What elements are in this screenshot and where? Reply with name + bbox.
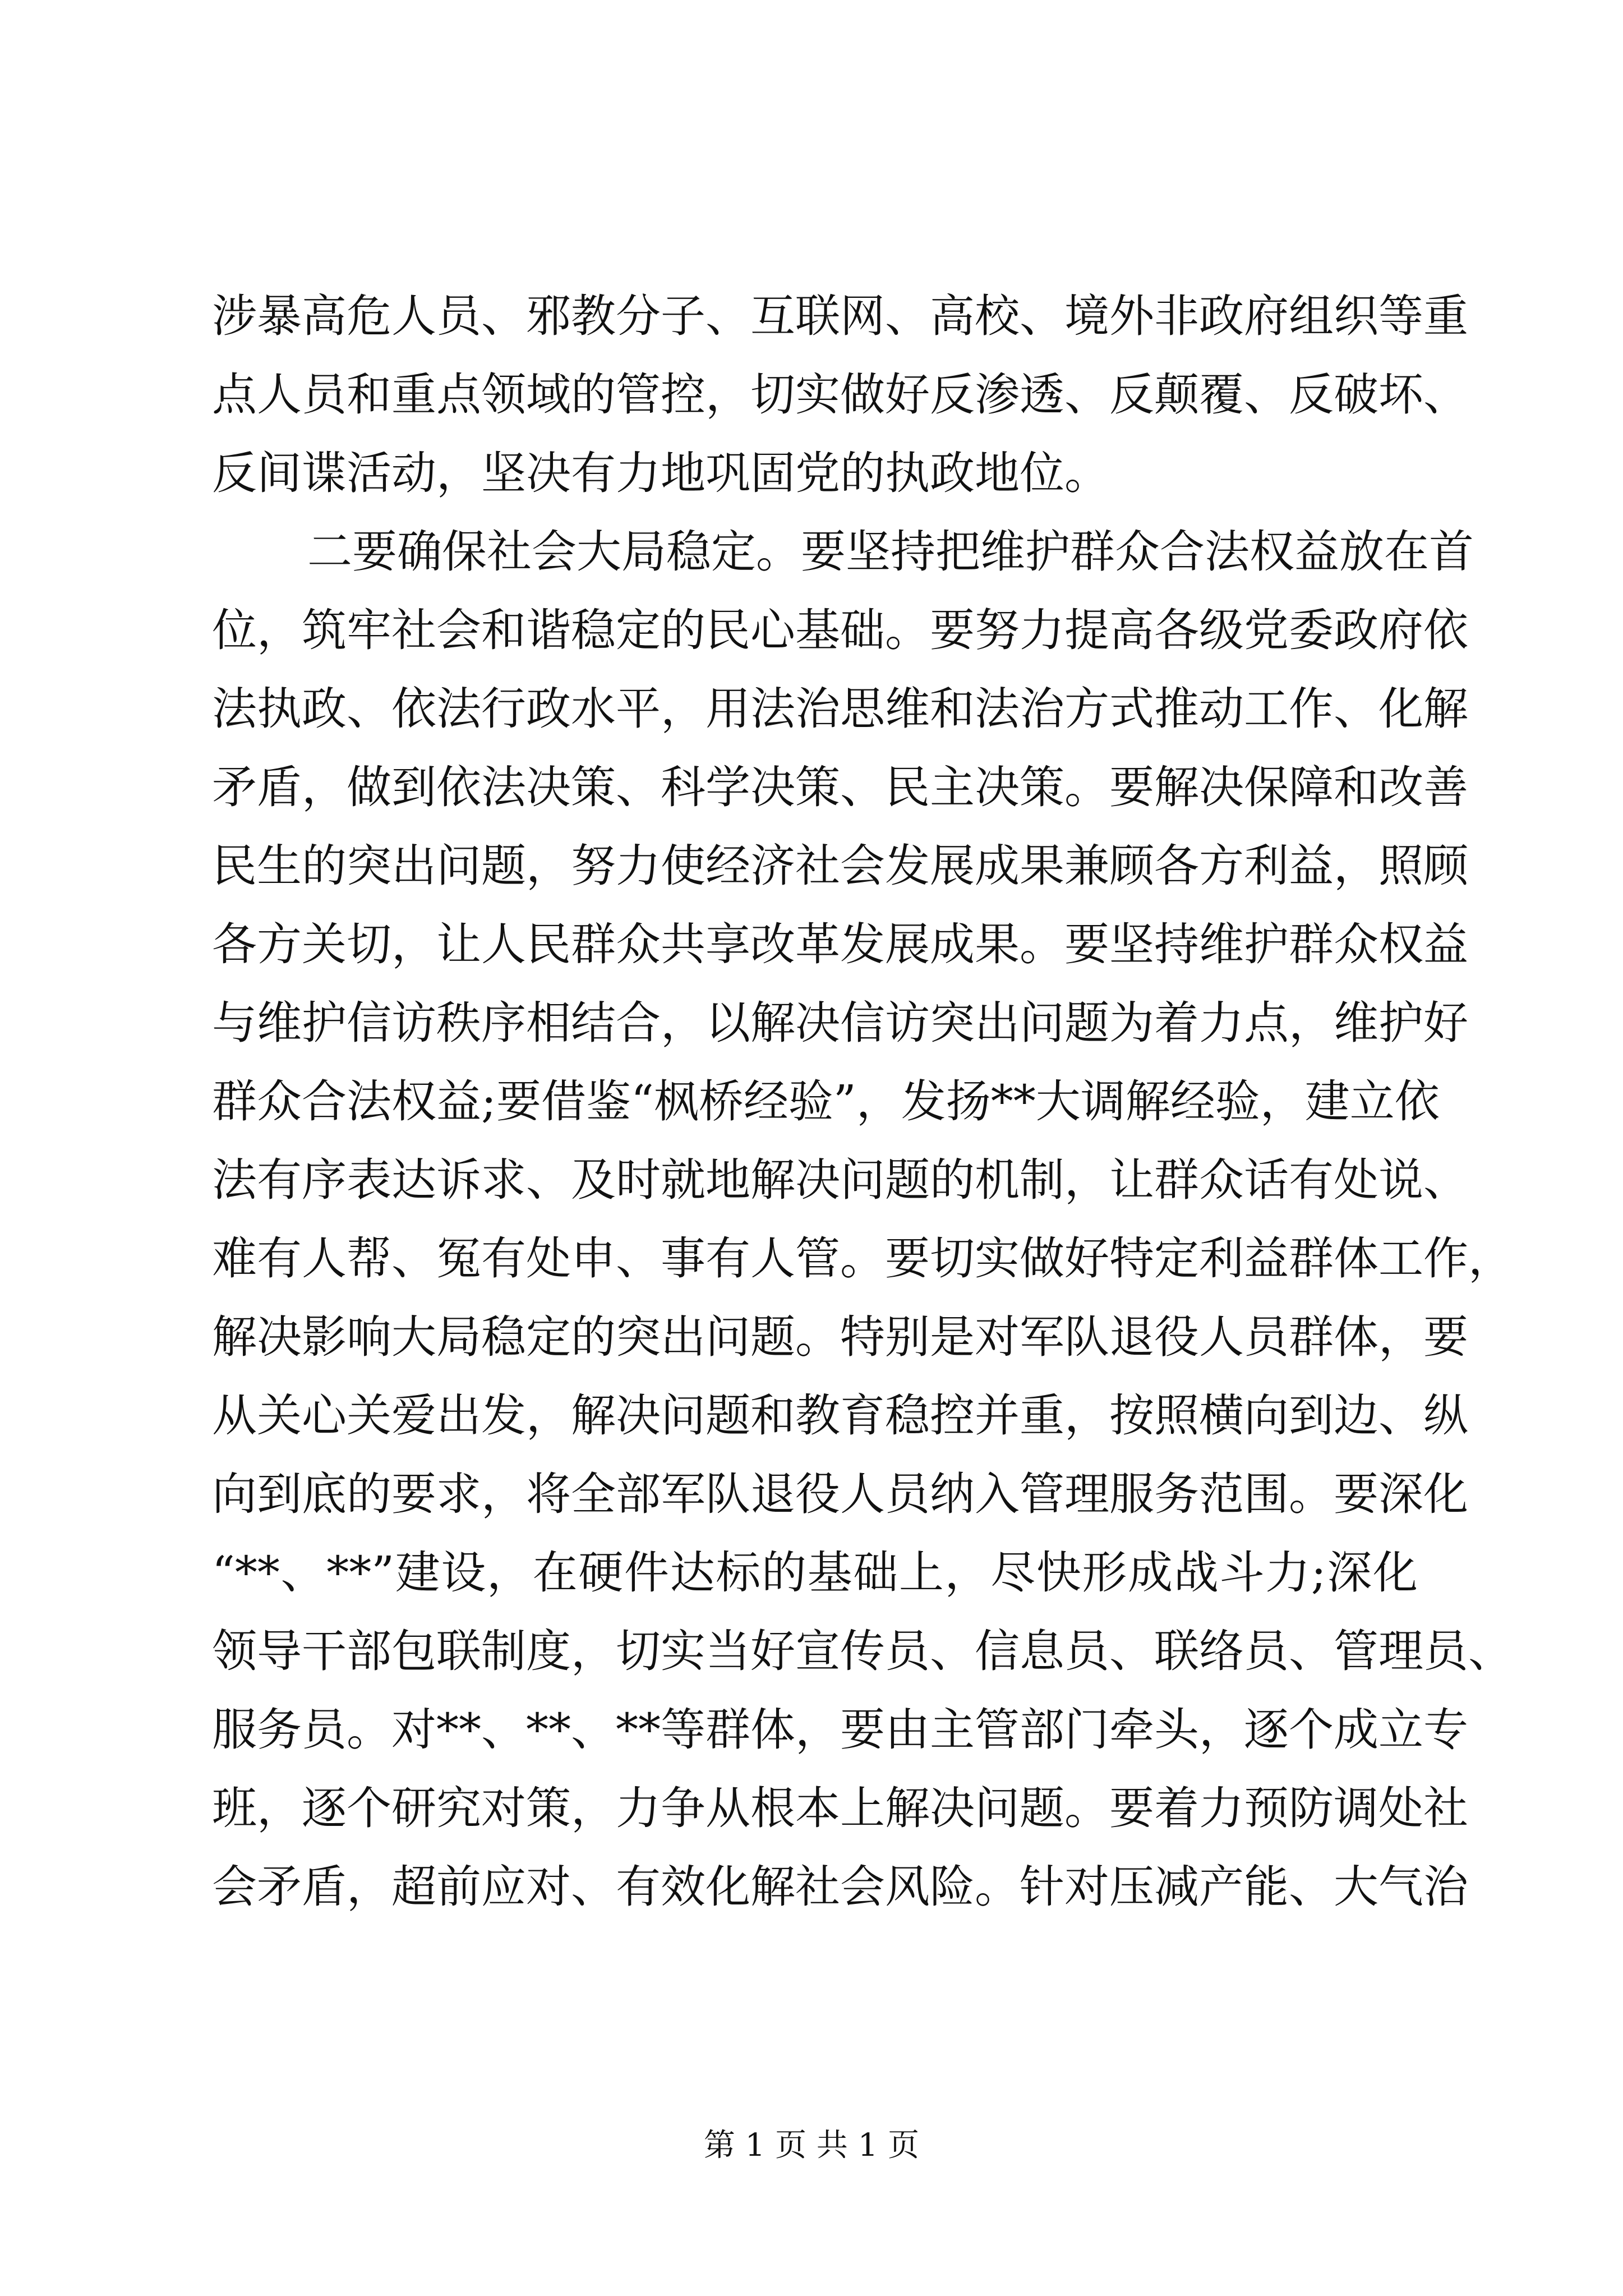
text-line: 各方关切，让人民群众共享改革发展成果。要坚持维护群众权益 (212, 918, 1468, 970)
text-line: 法执政、依法行政水平，用法治思维和法治方式推动工作、化解 (212, 683, 1468, 735)
text-line: 会矛盾，超前应对、有效化解社会风险。针对压减产能、大气治 (212, 1861, 1468, 1913)
text-line: 难有人帮、冤有处申、事有人管。要切实做好特定利益群体工作， (212, 1232, 1513, 1285)
text-line: 服务员。对**、**、**等群体，要由主管部门牵头，逐个成立专 (212, 1704, 1468, 1756)
text-line: “**、**”建设，在硬件达标的基础上，尽快形成战斗力;深化 (212, 1547, 1418, 1599)
page-number-footer: 第 1 页 共 1 页 (703, 2127, 920, 2164)
text-line: 法有序表达诉求、及时就地解决问题的机制，让群众话有处说、 (212, 1154, 1468, 1206)
text-line: 点人员和重点领域的管控，切实做好反渗透、反颠覆、反破坏、 (212, 369, 1468, 421)
text-line: 领导干部包联制度，切实当好宣传员、信息员、联络员、管理员、 (212, 1625, 1513, 1677)
text-line: 从关心关爱出发，解决问题和教育稳控并重，按照横向到边、纵 (212, 1389, 1468, 1442)
text-line: 解决影响大局稳定的突出问题。特别是对军队退役人员群体，要 (212, 1311, 1468, 1363)
text-line: 反间谍活动，坚决有力地巩固党的执政地位。 (212, 447, 1109, 499)
text-line: 群众合法权益;要借鉴“枫桥经验”，发扬**大调解经验，建立依 (212, 1075, 1440, 1128)
text-line: 与维护信访秩序相结合，以解决信访突出问题为着力点，维护好 (212, 997, 1468, 1049)
text-line: 涉暴高危人员、邪教分子、互联网、高校、境外非政府组织等重 (212, 290, 1468, 342)
text-line: 向到底的要求，将全部军队退役人员纳入管理服务范围。要深化 (212, 1468, 1468, 1520)
text-line: 班，逐个研究对策，力争从根本上解决问题。要着力预防调处社 (212, 1782, 1468, 1834)
text-line: 位，筑牢社会和谐稳定的民心基础。要努力提高各级党委政府依 (212, 604, 1468, 656)
text-line: 矛盾，做到依法决策、科学决策、民主决策。要解决保障和改善 (212, 761, 1468, 813)
paragraph-first-line: 二要确保社会大局稳定。要坚持把维护群众合法权益放在首 (307, 526, 1474, 578)
text-line: 民生的突出问题，努力使经济社会发展成果兼顾各方利益，照顾 (212, 840, 1468, 892)
